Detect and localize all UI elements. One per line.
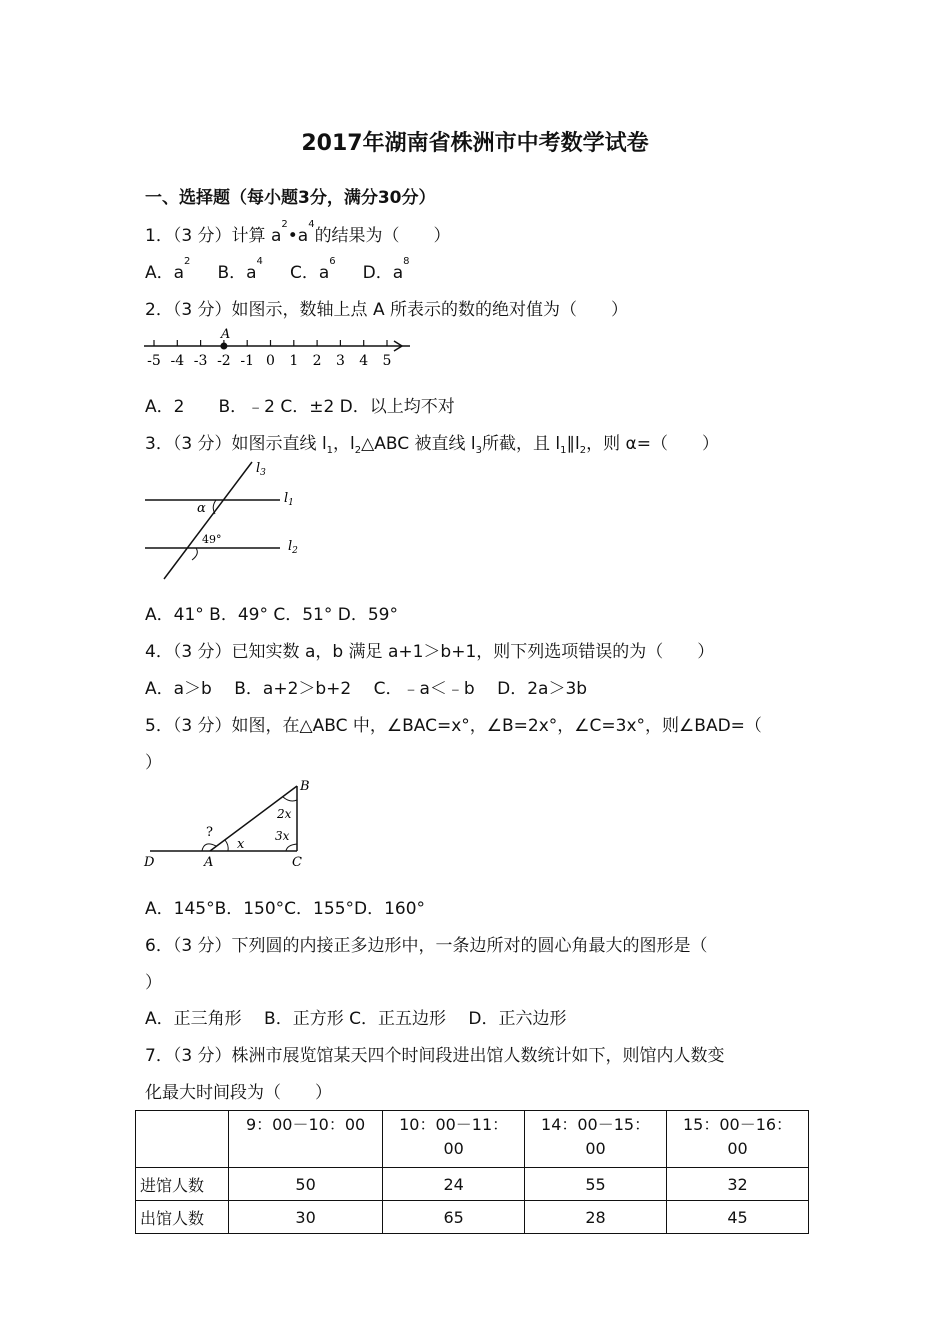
vertex-c-label: C [292,855,302,870]
q4-stem: 4．（3 分）已知实数 a，b 满足 a+1＞b+1，则下列选项错误的为（ ） [145,642,715,662]
vertex-a-label: A [204,855,214,870]
table-cell: 24 [383,1168,525,1201]
angle-49-arc [192,548,197,560]
table-header-cell: 10：00－11： 00 [383,1111,525,1168]
number-line-tick-label: 0 [266,353,275,369]
number-line-tick-label: -2 [217,353,231,369]
table-cell: 45 [667,1201,809,1234]
q6-stem-cont: ） [145,973,162,993]
label-l1: $l_1$ [284,491,294,508]
angle-2x-label: 2x [277,807,292,821]
table-row [136,1168,809,1201]
q2-number-line [140,326,410,374]
angle-3x-arc [286,844,297,851]
table-corner-cell [136,1111,229,1168]
angle-3x-label: 3x [275,829,290,843]
q3-figure [140,458,310,583]
q3-options: A．41° B．49° C．51° D．59° [145,605,398,625]
visitor-table [135,1110,809,1234]
number-line-tick-label: 2 [312,353,322,369]
table-row [136,1201,809,1234]
q2-options: A．2 B．﹣2 C．±2 D．以上均不对 [145,397,455,417]
point-a-label: A [220,327,231,342]
q6-options: A．正三角形 B．正方形 C．正五边形 D．正六边形 [145,1009,567,1029]
angle-x-arc [225,840,228,851]
point-a-marker [220,343,227,350]
q5-stem-cont: ） [145,753,162,773]
q2-stem: 2．（3 分）如图示，数轴上点 A 所表示的数的绝对值为（ ） [145,300,628,320]
angle-x-label: x [237,837,245,852]
table-header-cell: 9：00－10：00 [229,1111,383,1168]
q5-stem: 5．（3 分）如图，在△ABC 中，∠BAC=x°，∠B=2x°，∠C=3x°，则∠BAD=（ [145,716,762,736]
vertex-b-label: B [300,779,310,794]
q3-stem: 3．（3 分）如图示直线 $l_1$，$l_2\triangle ABC$ 被直线 $l_3$所截，且 $l_1\parallel l_2$，则 α=（ ） [145,434,719,456]
unknown-angle-label: ? [206,825,213,840]
table-cell: 32 [667,1168,809,1201]
point-d-label: D [144,855,155,870]
number-line-tick-label: -4 [170,353,185,369]
number-line-tick-label: 4 [359,353,369,369]
label-l3: $l_3$ [256,461,266,478]
alpha-label: α [197,501,206,516]
table-header-cell: 15：00－16： 00 [667,1111,809,1168]
table-header-row [136,1111,809,1168]
q7-stem-cont: 化最大时间段为（ ） [145,1083,332,1103]
number-line-tick-label: -3 [193,353,208,369]
q4-options: A．a＞b B．a+2＞b+2 C．﹣a＜﹣b D．2a＞3b [145,679,588,699]
page-title: 2017年湖南省株洲市中考数学试卷 [301,131,649,156]
table-cell: 65 [383,1201,525,1234]
q1-options: A．$a^2$ B．$a^4$ C．$a^6$ D．$a^8$ [145,256,410,283]
q5-figure [140,776,320,872]
table-cell: 28 [525,1201,667,1234]
q5-options: A．145°B．150°C．155°D．160° [145,899,426,919]
q7-stem: 7．（3 分）株洲市展览馆某天四个时间段进出馆人数统计如下，则馆内人数变 [145,1046,725,1066]
q6-stem: 6．（3 分）下列圆的内接正多边形中，一条边所对的圆心角最大的图形是（ [145,936,708,956]
table-header-cell: 14：00－15： 00 [525,1111,667,1168]
number-line-tick-label: 5 [382,353,392,369]
row-label: 进馆人数 [136,1168,229,1201]
table-cell: 50 [229,1168,383,1201]
angle-49-label: 49° [202,533,222,546]
table-cell: 30 [229,1201,383,1234]
table-cell: 55 [525,1168,667,1201]
section-heading: 一、选择题（每小题3分，满分30分） [145,188,436,208]
row-label: 出馆人数 [136,1201,229,1234]
number-line-tick-label: 1 [289,353,299,369]
line-l3 [164,462,252,579]
number-line-tick-label: 3 [335,353,345,369]
angle-2x-arc [283,797,297,801]
q1-stem: 1．（3 分）计算 $a^2•a^4$的结果为（ ） [145,219,451,246]
number-line-tick-label: -5 [147,353,161,369]
label-l2: $l_2$ [288,539,298,556]
number-line-tick-label: -1 [240,353,255,369]
